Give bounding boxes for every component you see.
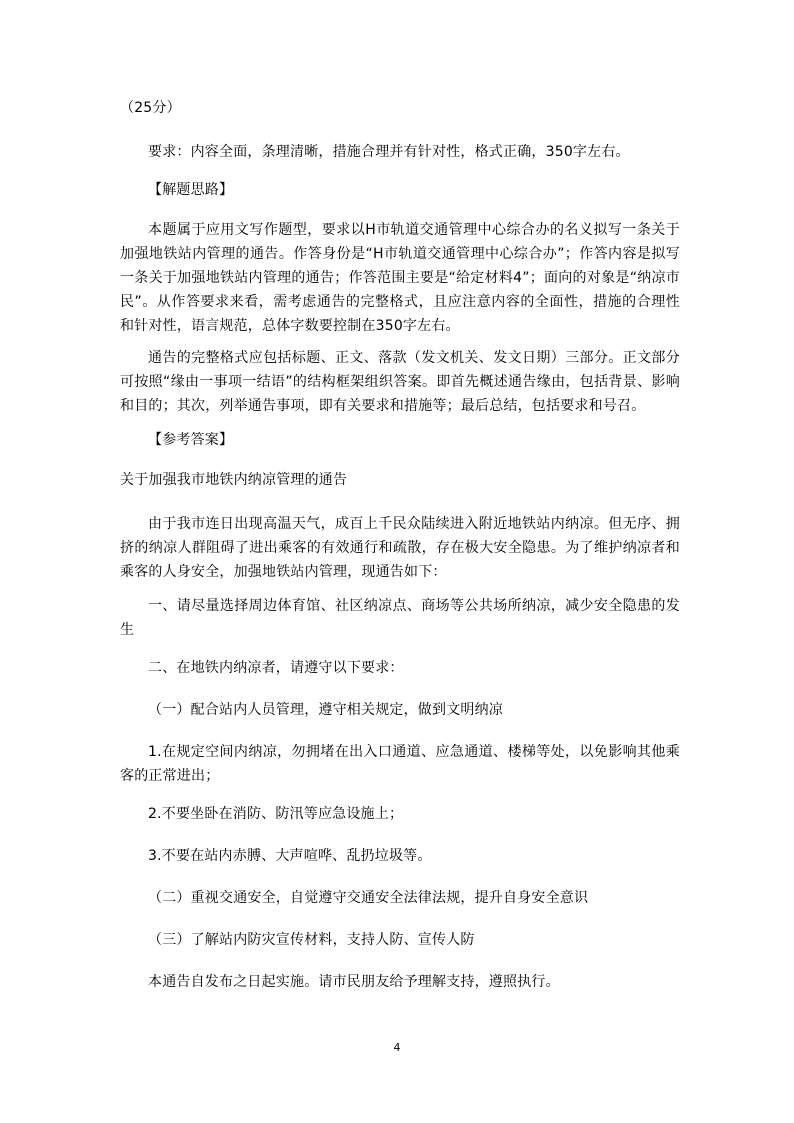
answer-paragraph-1: 由于我市连日出现高温天气，成百上千民众陆续进入附近地铁站内纳凉。但无序、拥挤的纳凉人群阻碍了进出乘客的有效通行和疏散，存在极大安全隐患。为了维护纳凉者和乘客的人身安全，加强地铁站内管理，现通告如下： xyxy=(120,516,680,580)
answer-sub-item-1-3: 3.不要在站内赤膊、大声喧哗、乱扔垃圾等。 xyxy=(148,848,432,864)
answer-sub-item-3: （三）了解站内防灾宣传材料，支持人防、宣传人防 xyxy=(148,932,475,948)
solution-heading: 【解题思路】 xyxy=(148,182,234,198)
answer-sub-item-2: （二）重视交通安全，自觉遵守交通安全法律法规，提升自身安全意识 xyxy=(148,890,589,906)
page-number: 4 xyxy=(393,1041,401,1054)
answer-closing: 本通告自发布之日起实施。请市民朋友给予理解支持，遵照执行。 xyxy=(148,974,560,990)
answer-title: 关于加强我市地铁内纳凉管理的通告 xyxy=(120,472,348,488)
answer-sub-item-1-1: 1.在规定空间内纳凉，勿拥堵在出入口通道、应急通道、楼梯等处，以免影响其他乘客的正常进出； xyxy=(120,744,680,784)
requirement-text: 要求：内容全面，条理清晰，措施合理并有针对性，格式正确，350字左右。 xyxy=(148,144,630,160)
score-text: （25分） xyxy=(120,100,181,116)
answer-sub-item-1-2: 2.不要坐卧在消防、防汛等应急设施上； xyxy=(148,806,404,822)
answer-sub-item-1: （一）配合站内人员管理，遵守相关规定，做到文明纳凉 xyxy=(148,702,503,718)
solution-paragraph-2: 通告的完整格式应包括标题、正文、落款（发文机关、发文日期）三部分。正文部分可按照“缘由一事项一结语”的结构框架组织答案。即首先概述通告缘由，包括背景、影响和目的；其次，列举通告事项，即有关要求和措施等；最后总结，包括要求和号召。 xyxy=(120,350,680,414)
solution-paragraph-1: 本题属于应用文写作题型，要求以H市轨道交通管理中心综合办的名义拟写一条关于加强地铁站内管理的通告。作答身份是“H市轨道交通管理中心综合办”；作答内容是拟写一条关于加强地铁站内管理的通告；作答范围主要是“给定材料4”；面向的对象是“纳凉市民”。从作答要求来看，需考虑通告的完整格式，且应注意内容的全面性，措施的合理性和针对性，语言规范，总体字数要控制在350字左右。 xyxy=(120,222,680,334)
answer-item-2: 二、在地铁内纳凉者，请遵守以下要求： xyxy=(148,660,404,676)
answer-heading: 【参考答案】 xyxy=(148,432,234,448)
answer-item-1: 一、请尽量选择周边体育馆、社区纳凉点、商场等公共场所纳凉，减少安全隐患的发生 xyxy=(120,598,680,638)
